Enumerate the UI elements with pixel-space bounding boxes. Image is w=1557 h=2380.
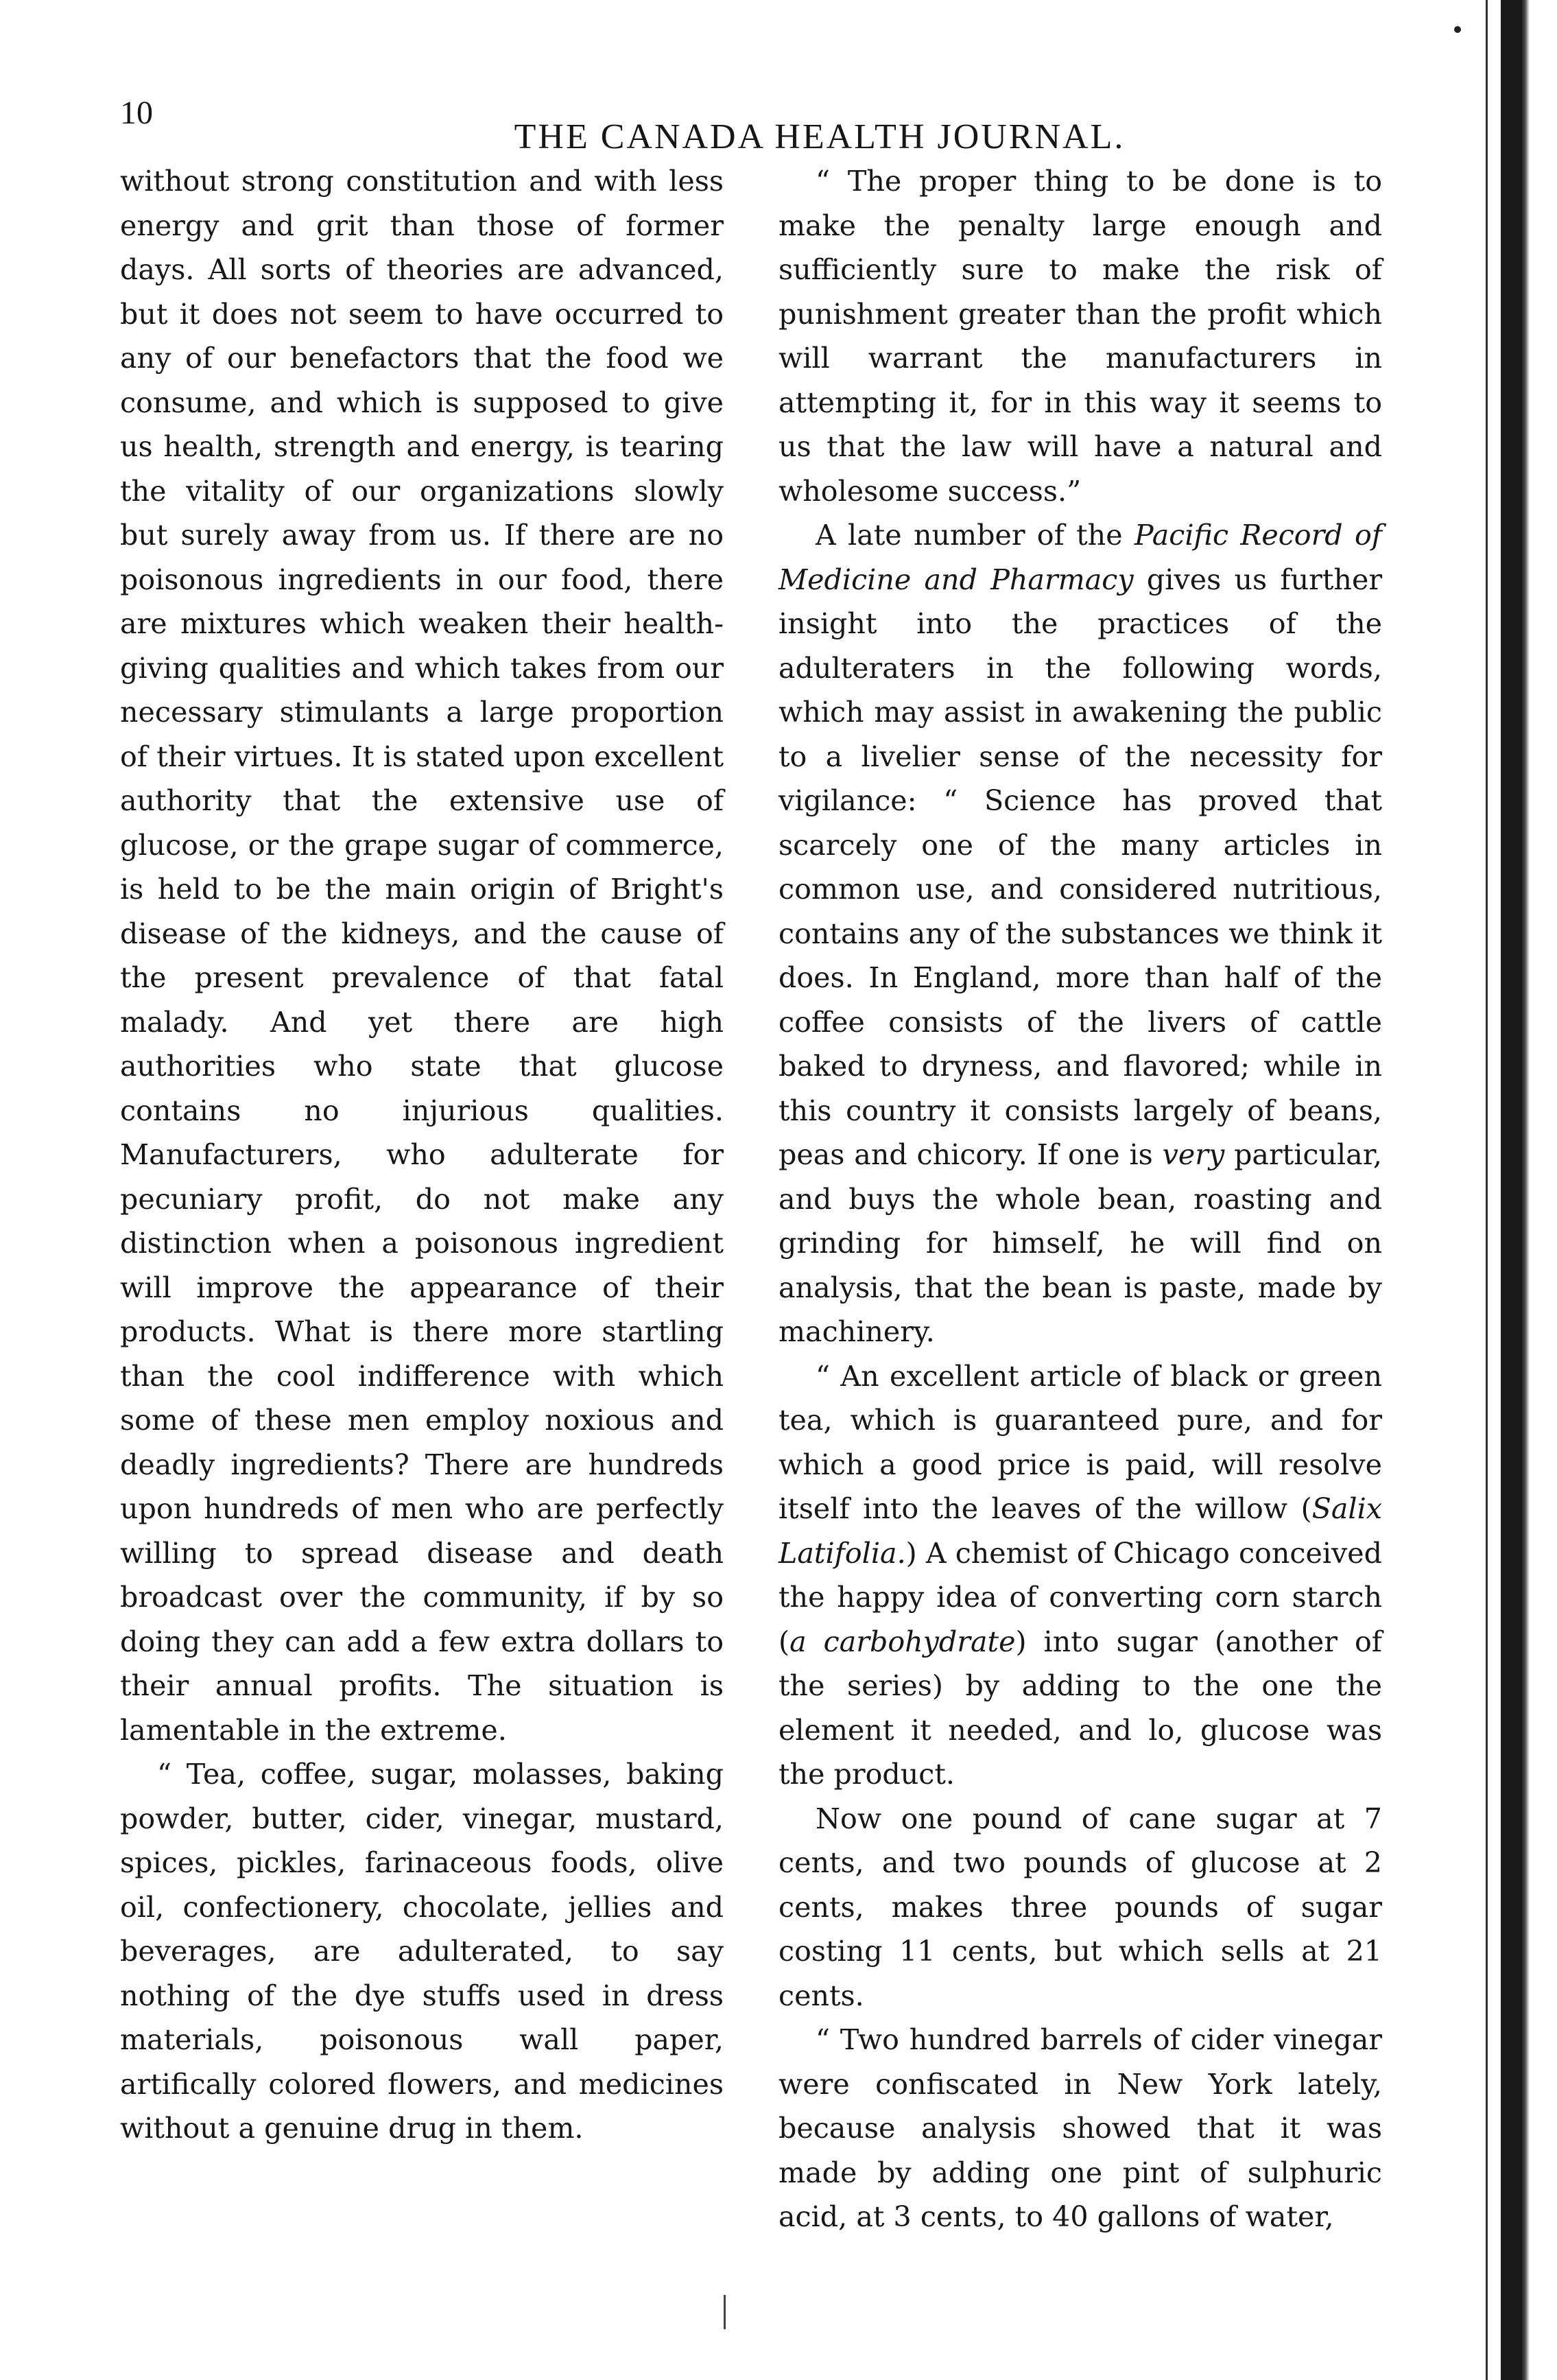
journal-title: THE CANADA HEALTH JOURNAL. (514, 117, 1126, 156)
botanical-name: Salix Latifolia. (778, 1492, 1382, 1570)
emphasis-very: very (1162, 1138, 1225, 1171)
right-paragraph-pacific-record (778, 513, 1382, 1354)
binding-edge-line (1486, 0, 1488, 2380)
chemical-term: a carbohydrate (789, 1625, 1016, 1658)
page-header (120, 86, 1410, 156)
gutter-mark (724, 2295, 726, 2329)
page-number: 10 (120, 95, 153, 131)
right-paragraph-sugar-cost: Now one pound of cane sugar at 7 cents, and two pounds of glucose at 2 cents, makes three pounds of sugar costing 11 cents, but which sells at 21 cents. (778, 1802, 1382, 2012)
binding-edge-shadow (1501, 0, 1530, 2380)
text-segment: “ An excellent article of black or green tea, which is guaranteed pure, and for which a good price is paid, will resolve itself into the leaves of the willow ( (778, 1359, 1382, 1525)
text-segment: ) into sugar (another of the series) by adding to the one the element it needed, and lo, glucose was the product. (778, 1625, 1382, 1791)
right-paragraph-tea (778, 1354, 1382, 1797)
publication-title: Pacific Record of Medicine and Pharmacy (778, 519, 1382, 596)
text-segment: particular, and buys the whole bean, roasting and grinding for himself, he will find on analysis, that the bean is paste, made by machinery. (778, 1138, 1382, 1348)
right-column (778, 159, 1382, 2239)
left-column (120, 159, 724, 2151)
text-segment: ) A chemist of Chicago conceived the happy idea of converting corn starch ( (778, 1536, 1382, 1658)
right-paragraph-vinegar: “ Two hundred barrels of cider vinegar were confiscated in New York lately, because analysis showed that it was made by adding one pint of sulphuric acid, at 3 cents, to 40 gallons of water, (778, 2023, 1382, 2233)
text-segment: gives us further insight into the practices of the adulteraters in the following words, which may assist in awakening the public to a livelier sense of the necessity for vigilance: “ Science has proved that scarcely one of the many articles in common use, and considered nutritious, contains any of the substances we think it does. In England, more than half of the coffee consists of the livers of cattle baked to dryness, and flavored; while in this country it consists largely of beans, peas and chicory. If one is (778, 563, 1383, 1171)
text-segment: A late number of the (816, 519, 1134, 552)
right-paragraph-penalty: “ The proper thing to be done is to make the penalty large enough and sufficiently sure to make the risk of punishment greater than the profit which will warrant the manufacturers in attempting it, for in this way it seems to us that the law will have a natural and wholesome success.” (778, 165, 1382, 508)
left-paragraph-continued: without strong constitution and with less energy and grit than those of former days. All sorts of theories are advanced, but it does not seem to have occurred to any of our benefactors that the food we consume, and which is supposed to give us health, strength and energy, is tearing the vitality of our organizations slowly but surely away from us. If there are no poisonous ingredients in our food, there are mixtures which weaken their health-giving qualities and which takes from our necessary stimulants a large proportion of their virtues. It is stated upon excellent authority that the extensive use of glucose, or the grape sugar of commerce, is held to be the main origin of Bright's disease of the kidneys, and the cause of the present prevalence of that fatal malady. And yet there are high authorities who state that glucose contains no injurious qualities. Manufacturers, who adulterate for pecuniary profit, do not make any distinction when a poisonous ingredient will improve the appearance of their products. What is there more startling than the cool indifference with which some of these men employ noxious and deadly ingredients? There are hundreds upon hundreds of men who are perfectly willing to spread disease and death broadcast over the community, if by so doing they can add a few extra dollars to their annual profits. The situation is lamentable in the extreme. (120, 165, 724, 1747)
ink-speck (1454, 26, 1461, 33)
left-paragraph-adulteration-list: “ Tea, coffee, sugar, molasses, baking powder, butter, cider, vinegar, mustard, spices, pickles, farinaceous foods, olive oil, confectionery, chocolate, jellies and beverages, are adulterated, to say nothing of the dye stuffs used in dress materials, poisonous wall paper, artifically colored flowers, and medicines without a genuine drug in them. (120, 1758, 724, 2145)
